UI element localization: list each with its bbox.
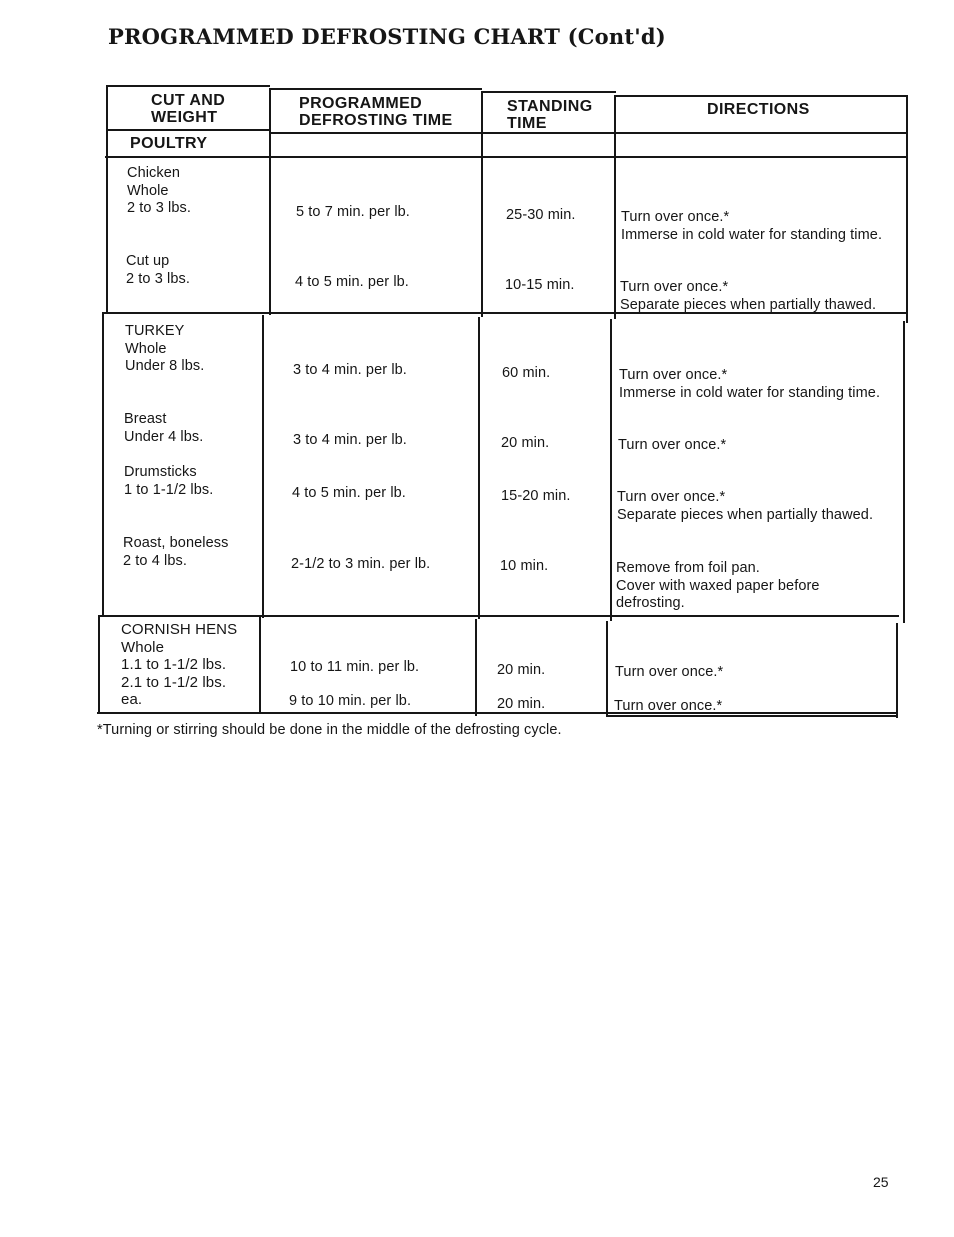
rule-col	[262, 315, 264, 618]
turkey-whole-cut: TURKEY Whole Under 8 lbs.	[125, 323, 205, 374]
footnote: *Turning or stirring should be done in the middle of the defrosting cycle.	[97, 722, 562, 738]
rule-under-turkey	[99, 615, 899, 617]
rule-under-cut-header	[107, 129, 271, 131]
turkey-breast-standing: 20 min.	[501, 435, 550, 451]
chicken-whole-standing: 25-30 min.	[506, 207, 576, 223]
rule-top	[616, 95, 908, 97]
rule-col	[896, 623, 898, 718]
turkey-roast-standing: 10 min.	[500, 558, 549, 574]
cornish-hens-time-2: 9 to 10 min. per lb.	[289, 693, 412, 709]
rule-col	[478, 317, 480, 619]
rule-col	[475, 619, 477, 716]
chicken-cutup-time: 4 to 5 min. per lb.	[295, 274, 409, 290]
rule-col	[903, 321, 905, 623]
rule-col	[606, 621, 608, 717]
cornish-hens-standing-1: 20 min.	[497, 662, 546, 678]
rule-top	[107, 85, 270, 87]
cornish-hens-time-1: 10 to 11 min. per lb.	[290, 659, 420, 675]
rule-col	[98, 615, 100, 713]
turkey-whole-directions: Turn over once.* Immerse in cold water for standing time.	[619, 367, 881, 401]
rule-col	[614, 95, 616, 319]
cornish-hens-standing-2: 20 min.	[497, 696, 546, 712]
cornish-hens-directions-1: Turn over once.*	[615, 664, 724, 680]
turkey-drumsticks-time: 4 to 5 min. per lb.	[292, 485, 406, 501]
turkey-whole-time: 3 to 4 min. per lb.	[293, 362, 407, 378]
rule-under-header	[270, 132, 908, 134]
rule-col	[106, 85, 108, 314]
turkey-breast-cut: Breast Under 4 lbs.	[124, 411, 204, 445]
rule-col	[259, 615, 261, 714]
rule-col	[481, 91, 483, 317]
rule-col	[102, 312, 104, 617]
turkey-breast-directions: Turn over once.*	[618, 437, 727, 453]
header-defrosting-time: PROGRAMMED DEFROSTING TIME	[299, 95, 453, 129]
turkey-roast-directions: Remove from foil pan. Cover with waxed paper before defrosting.	[616, 560, 820, 611]
chicken-cutup-standing: 10-15 min.	[505, 277, 575, 293]
header-cut-and-weight: CUT AND WEIGHT	[151, 92, 226, 126]
chicken-whole-time: 5 to 7 min. per lb.	[296, 204, 410, 220]
rule-top	[270, 88, 482, 90]
turkey-whole-standing: 60 min.	[502, 365, 551, 381]
header-directions: DIRECTIONS	[707, 101, 810, 118]
chicken-whole-directions: Turn over once.* Immerse in cold water for standing time.	[621, 209, 883, 243]
rule-under-poultry	[105, 156, 908, 158]
chicken-whole-cut: Chicken Whole 2 to 3 lbs.	[127, 165, 191, 216]
rule-col	[610, 319, 612, 621]
header-standing-time: STANDING TIME	[507, 98, 593, 132]
turkey-drumsticks-directions: Turn over once.* Separate pieces when partially thawed.	[617, 489, 874, 523]
turkey-drumsticks-standing: 15-20 min.	[501, 488, 571, 504]
cornish-hens-directions-2: Turn over once.*	[614, 698, 723, 714]
rule-col	[906, 95, 908, 323]
rule-col	[269, 88, 271, 315]
rule-top	[482, 91, 616, 93]
turkey-drumsticks-cut: Drumsticks 1 to 1-1/2 lbs.	[124, 464, 214, 498]
chicken-cutup-directions: Turn over once.* Separate pieces when partially thawed.	[620, 279, 877, 313]
chicken-cutup-cut: Cut up 2 to 3 lbs.	[126, 253, 190, 287]
cornish-hens-cut: CORNISH HENS Whole 1.1 to 1-1/2 lbs. 2.1 to 1-1/2 lbs. ea.	[121, 621, 238, 708]
turkey-breast-time: 3 to 4 min. per lb.	[293, 432, 407, 448]
page-number: 25	[873, 1174, 889, 1190]
category-poultry: POULTRY	[130, 135, 208, 152]
turkey-roast-cut: Roast, boneless 2 to 4 lbs.	[123, 535, 229, 569]
turkey-roast-time: 2-1/2 to 3 min. per lb.	[291, 556, 431, 572]
page-title: PROGRAMMED DEFROSTING CHART (Cont'd)	[108, 24, 666, 49]
